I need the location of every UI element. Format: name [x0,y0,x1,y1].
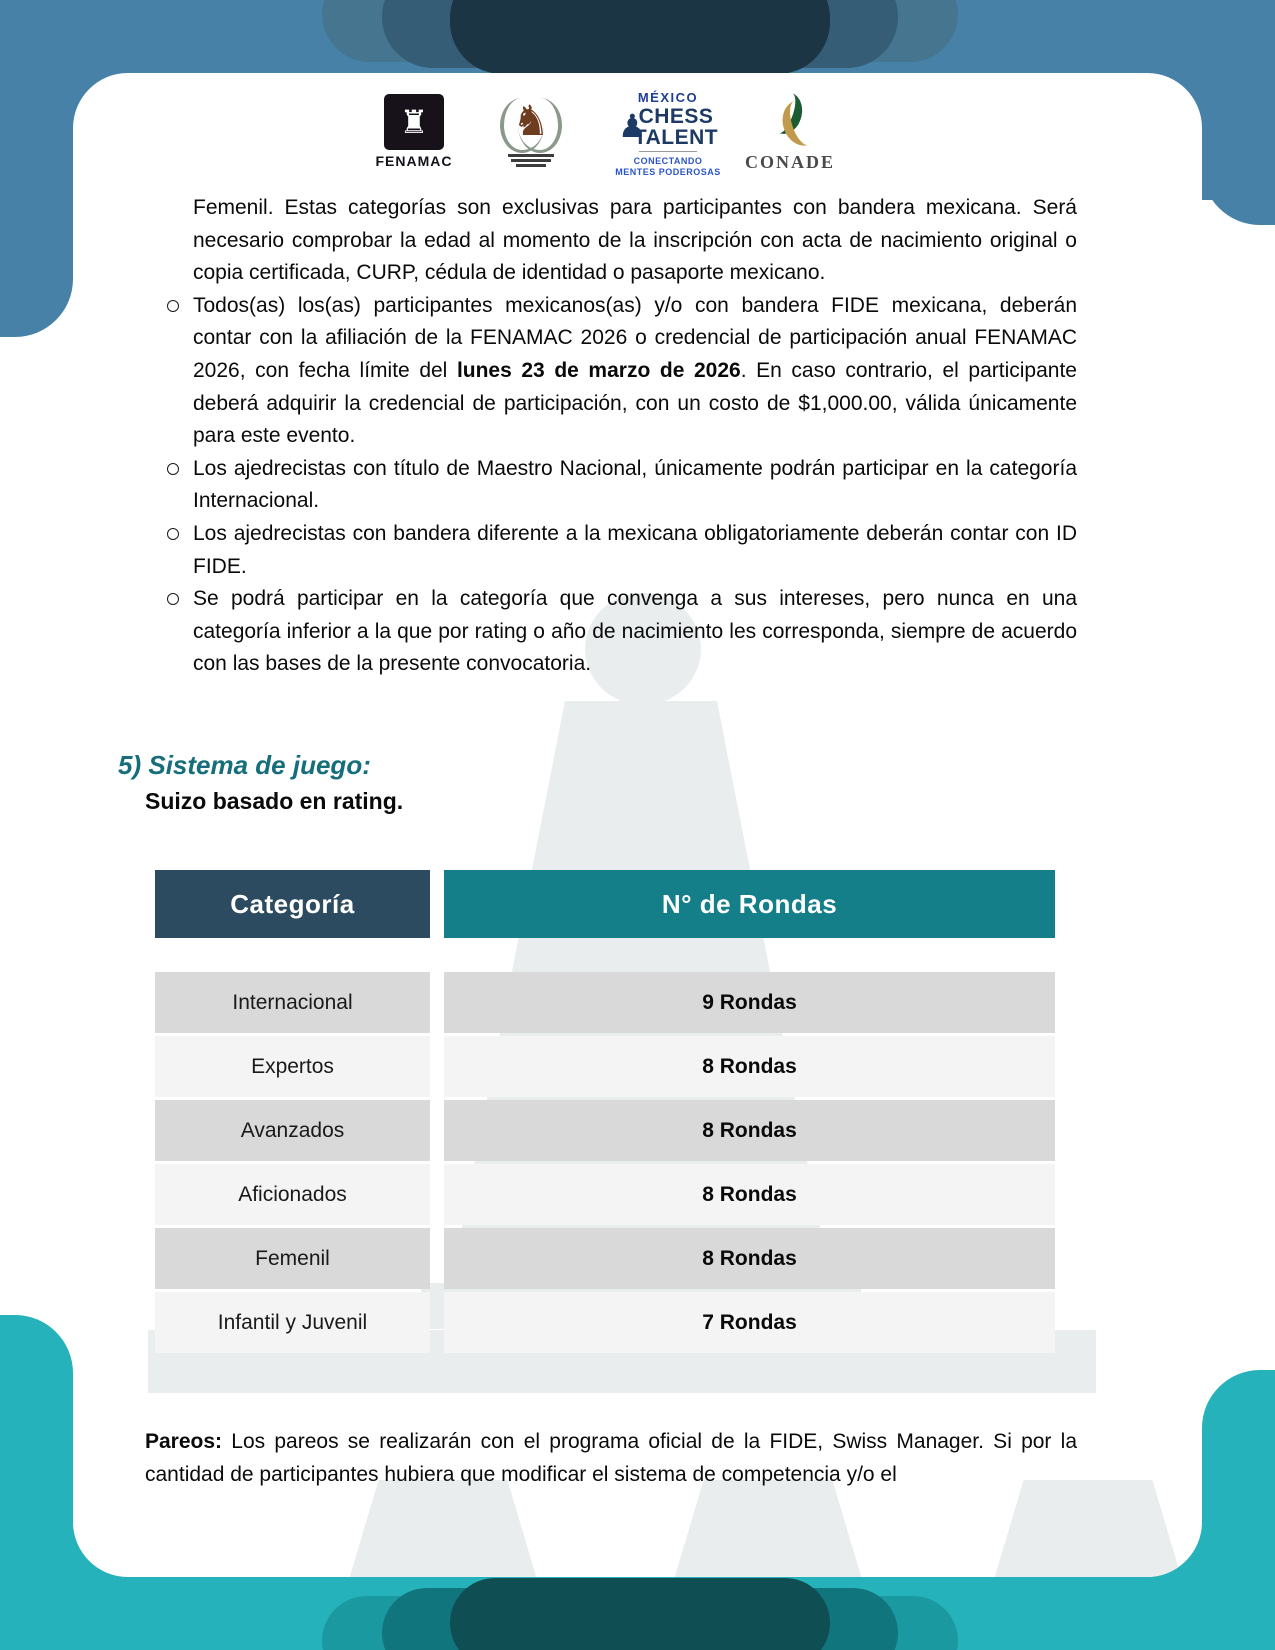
chess-talent-wordmark [612,106,724,148]
table-header-rounds: N° de Rondas [444,870,1055,938]
knight-laurel-icon [492,90,570,152]
bullet-item: Todos(as) los(as) participantes mexicanos(as) y/o con bandera FIDE mexicana, deberán contar con la afiliación de la FENAMAC 2026 o credencial de participación anual FENAMAC 2026, con fecha límite del lunes 23 de marzo de 2026. En caso contrario, el participante deberá adquirir la credencial de participación, con un costo de $1,000.00, válida únicamente para este evento. [145,290,1077,453]
table-row [155,972,1055,1033]
rounds-cell: 7 Rondas [444,1292,1055,1353]
rounds-cell: 8 Rondas [444,1100,1055,1161]
section-number: 5) [118,750,142,780]
bullet-marker-icon [167,593,179,605]
category-cell: Aficionados [155,1164,430,1225]
bullet-item: Los ajedrecistas con título de Maestro Nacional, únicamente podrán participar en la categoría Internacional. [145,453,1077,518]
chess-talent-rule [639,151,697,152]
conade-logo [740,92,840,173]
table-row [155,1100,1055,1161]
bullet-item: Los ajedrecistas con bandera diferente a la mexicana obligatoriamente deberán contar con ID FIDE. [145,518,1077,583]
bullet-item: Se podrá participar en la categoría que convenga a sus intereses, pero nunca en una categoría inferior a la que por rating o año de nacimiento les corresponda, siempre de acuerdo con las bases de la presente convocatoria. [145,583,1077,681]
rounds-table [155,870,1055,1356]
category-cell: Femenil [155,1228,430,1289]
category-cell: Expertos [155,1036,430,1097]
conade-label: CONADE [744,152,835,172]
table-row [155,1164,1055,1225]
chess-talent-mexico: MÉXICO [637,90,699,105]
intro-paragraph: Femenil. Estas categorías son exclusivas para participantes con bandera mexicana. Será necesario comprobar la edad al momento de la inscripción con acta de nacimiento original o copia certificada, CURP, cédula de identidad o pasaporte mexicano. [193,196,1077,285]
mexico-chess-talent-logo [612,90,724,178]
table-row [155,1228,1055,1289]
knight-icon: ♞ [512,97,550,144]
pareos-text: Los pareos se realizarán con el programa oficial de la FIDE, Swiss Manager. Si por la cantidad de participantes hubiera que modificar el sistema de competencia y/o el [145,1430,1077,1486]
bullet-marker-icon [167,463,179,475]
chess-talent-tagline-1: CONECTANDO [633,156,703,166]
category-cell: Infantil y Juvenil [155,1292,430,1353]
category-cell: Internacional [155,972,430,1033]
table-row [155,1036,1055,1097]
table-header-row [155,870,1055,938]
talent-word: TALENT [633,126,719,149]
pareos-paragraph [145,1425,1077,1491]
bullet-list [145,290,1077,681]
runner-icon [755,92,825,150]
section-heading [118,750,371,781]
pareos-label: Pareos: [145,1430,223,1453]
fenamac-label: FENAMAC [375,153,453,169]
table-body [155,972,1055,1353]
rounds-cell: 8 Rondas [444,1164,1055,1225]
category-cell: Avanzados [155,1100,430,1161]
bullet-marker-icon [167,300,179,312]
rounds-cell: 8 Rondas [444,1228,1055,1289]
chess-word: CHESS [638,105,714,128]
table-header-category: Categoría [155,870,430,938]
section-title: Sistema de juego: [148,750,371,780]
rounds-cell: 9 Rondas [444,972,1055,1033]
chess-talent-tagline-2: MENTES PODEROSAS [615,167,721,177]
asociacion-logo [492,90,570,169]
rounds-cell: 8 Rondas [444,1036,1055,1097]
section-subtitle: Suizo basado en rating. [145,788,404,814]
bullet-marker-icon [167,528,179,540]
rook-icon: ♜ [384,94,444,150]
fenamac-logo [374,94,454,169]
bullet-bold-text: lunes 23 de marzo de 2026 [456,358,741,382]
asociacion-small-text [492,154,570,167]
body-text [145,192,1077,681]
pawn-icon: ♟ [618,108,647,144]
table-row [155,1292,1055,1353]
